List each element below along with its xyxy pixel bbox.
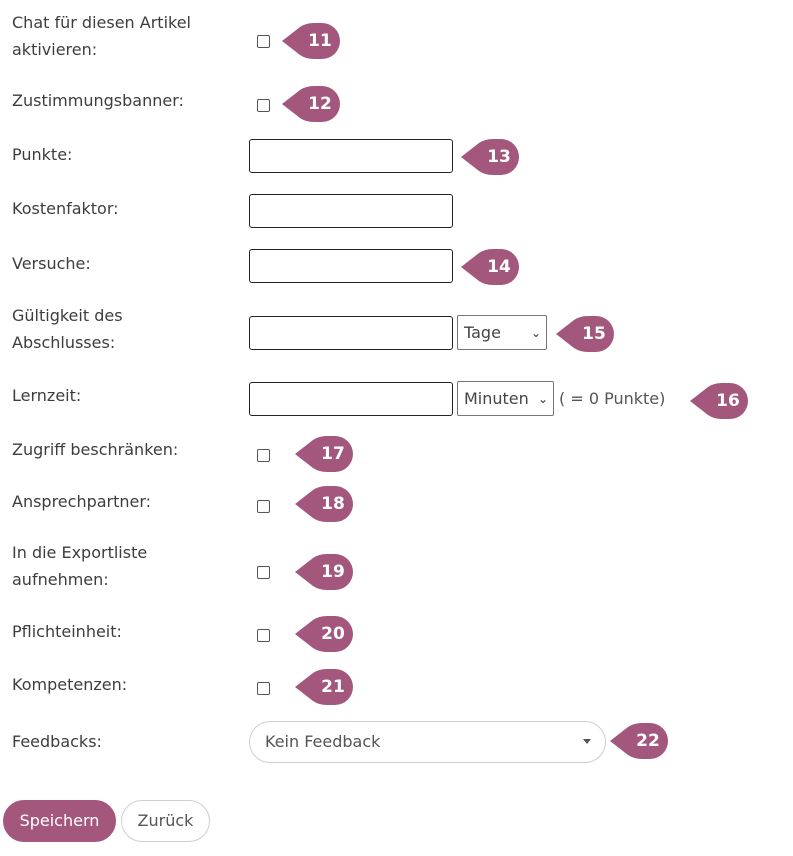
learning-time-label: Lernzeit:	[12, 386, 82, 405]
consent-banner-checkbox[interactable]	[257, 99, 270, 112]
back-button[interactable]: Zurück	[121, 800, 210, 842]
callout-marker-11: 11	[278, 23, 344, 59]
mandatory-unit-label: Pflichteinheit:	[12, 622, 122, 641]
validity-input[interactable]	[249, 316, 453, 350]
save-button[interactable]: Speichern	[3, 800, 116, 842]
callout-marker-18: 18	[291, 486, 357, 522]
restrict-access-checkbox[interactable]	[257, 449, 270, 462]
chat-checkbox[interactable]	[257, 35, 270, 48]
learning-time-input[interactable]	[249, 382, 453, 416]
points-input[interactable]	[249, 139, 453, 173]
callout-marker-19: 19	[291, 554, 357, 590]
callout-marker-15: 15	[552, 316, 618, 352]
callout-marker-14: 14	[457, 249, 523, 285]
callout-marker-20: 20	[291, 616, 357, 652]
callout-marker-21: 21	[291, 669, 357, 705]
callout-marker-17: 17	[291, 436, 357, 472]
feedback-select[interactable]: Kein Feedback	[249, 721, 606, 763]
validity-label: Gültigkeit des Abschlusses:	[12, 306, 123, 352]
restrict-access-label: Zugriff beschränken:	[12, 440, 179, 459]
consent-banner-label: Zustimmungsbanner:	[12, 91, 184, 110]
cost-factor-label: Kostenfaktor:	[12, 199, 119, 218]
validity-unit-select[interactable]: Tage ⌄	[457, 315, 547, 350]
competencies-label: Kompetenzen:	[12, 675, 128, 694]
cost-factor-input[interactable]	[249, 194, 453, 228]
learning-points-hint: ( = 0 Punkte)	[559, 389, 666, 408]
attempts-input[interactable]	[249, 249, 453, 283]
export-list-label: In die Exportliste aufnehmen:	[12, 543, 148, 589]
feedbacks-label: Feedbacks:	[12, 732, 102, 751]
points-label: Punkte:	[12, 145, 73, 164]
competencies-checkbox[interactable]	[257, 682, 270, 695]
callout-marker-22: 22	[606, 723, 672, 759]
callout-marker-12: 12	[278, 86, 344, 122]
mandatory-unit-checkbox[interactable]	[257, 629, 270, 642]
chat-label: Chat für diesen Artikel aktivieren:	[12, 13, 191, 59]
callout-marker-13: 13	[457, 139, 523, 175]
export-list-checkbox[interactable]	[257, 566, 270, 579]
callout-marker-16: 16	[686, 383, 752, 419]
contact-person-checkbox[interactable]	[257, 500, 270, 513]
attempts-label: Versuche:	[12, 254, 91, 273]
chevron-down-icon: ⌄	[537, 392, 548, 406]
contact-person-label: Ansprechpartner:	[12, 492, 152, 511]
chevron-down-icon: ⌄	[530, 326, 541, 340]
learning-time-unit-select[interactable]: Minuten ⌄	[457, 381, 554, 416]
caret-down-icon	[583, 739, 591, 744]
